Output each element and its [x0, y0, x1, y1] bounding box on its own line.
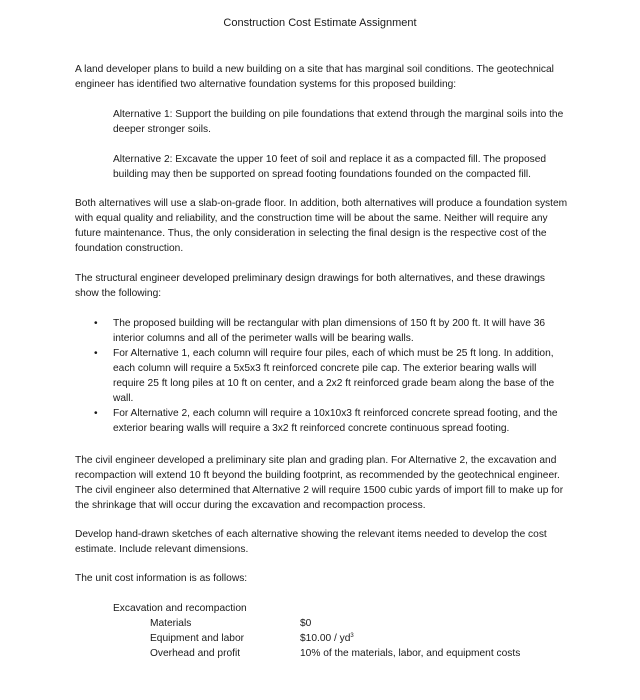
bullet-icon: • [94, 408, 98, 419]
bullet-icon: • [94, 318, 98, 329]
cost-value: 10% of the materials, labor, and equipment costs [300, 648, 521, 659]
cost-section-heading: Excavation and recompaction [113, 603, 247, 614]
cost-value: $10.00 / $yd^3$ [300, 633, 354, 644]
list-item-text: For Alternative 2, each column will require a 10x10x3 ft reinforced concrete spread footing, and the exterior bearing walls will require a 3x2 ft reinforced concrete continuous spread footing. [113, 408, 558, 434]
civil-paragraph: The civil engineer developed a preliminary site plan and grading plan. For Alternative 2, the excavation and recompaction will extend 10 ft beyond the building footprint, as recommended by the geotechnical engineer. The civil engineer also determined that Alternative 2 will require 1500 cubic yards of import fill to make up for the shrinkage that will occur during the excavation and recompaction process. [75, 455, 564, 511]
structural-intro-paragraph: The structural engineer developed preliminary design drawings for both alternatives, and these drawings show the following: [75, 273, 546, 299]
sketch-paragraph: Develop hand-drawn sketches of each alternative showing the relevant items needed to develop the cost estimate. Include relevant dimensions. [75, 529, 547, 555]
structural-bullet-list [75, 316, 570, 436]
list-item [75, 316, 570, 346]
table-row [113, 616, 570, 631]
list-item-text: For Alternative 1, each column will require four piles, each of which must be 25 ft long. In addition, each column will require a 5x5x3 ft reinforced concrete pile cap. The exterior bearing walls will require 25 ft long piles at 10 ft on center, and a 2x2 ft reinforced grade beam along the base of the wall. [113, 348, 555, 404]
cost-value: $0 [300, 618, 312, 629]
cost-label: Equipment and labor [150, 633, 245, 644]
alternative-2: Alternative 2: Excavate the upper 10 feet of soil and replace it as a compacted fill. The proposed building may then be supported on spread footing foundations founded on the compacted fill. [113, 154, 547, 180]
bullet-icon: • [94, 348, 98, 359]
table-row [113, 631, 570, 646]
unit-cost-intro: The unit cost information is as follows: [75, 573, 248, 584]
page-title: Construction Cost Estimate Assignment [223, 17, 417, 29]
unit-cost-table [113, 601, 570, 661]
list-item [75, 406, 570, 436]
table-row [113, 646, 570, 661]
cost-label: Materials [150, 618, 192, 629]
list-item-text: The proposed building will be rectangular with plan dimensions of 150 ft by 200 ft. It will have 36 interior columns and all of the perimeter walls will be bearing walls. [113, 318, 546, 344]
alternative-1: Alternative 1: Support the building on pile foundations that extend through the marginal soils into the deeper stronger soils. [113, 109, 564, 135]
cost-label: Overhead and profit [150, 648, 241, 659]
intro-paragraph: A land developer plans to build a new building on a site that has marginal soil conditions. The geotechnical engineer has identified two alternative foundation systems for this proposed building: [75, 64, 554, 90]
list-item [75, 346, 570, 406]
both-alternatives-paragraph: Both alternatives will use a slab-on-grade floor. In addition, both alternatives will produce a foundation system with equal quality and reliability, and the construction time will be about the same. Neither will require any future maintenance. Thus, the only consideration in selecting the final design is the respective cost of the foundation construction. [75, 198, 568, 254]
